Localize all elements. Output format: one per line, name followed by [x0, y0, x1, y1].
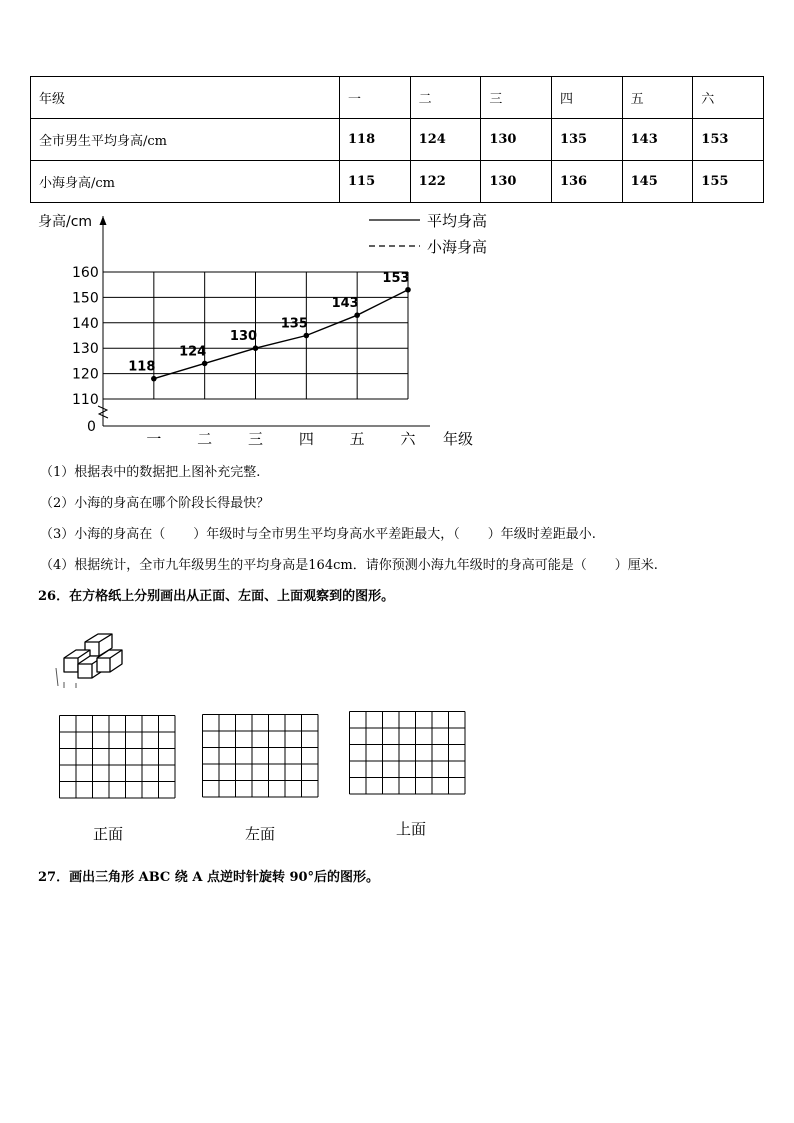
question-4-part-2: ）厘米.	[614, 558, 658, 573]
x-tick-label: 六	[400, 430, 416, 448]
table-cell: 122	[410, 161, 481, 203]
chart-legend	[369, 212, 487, 256]
data-label: 153	[382, 270, 410, 286]
data-point	[405, 287, 411, 293]
data-label: 130	[229, 329, 258, 345]
table-header-row	[31, 77, 764, 119]
table-cell: 153	[693, 119, 764, 161]
data-label: 135	[280, 316, 308, 332]
cube-stack-figure	[52, 628, 132, 690]
table-cell: 145	[622, 161, 693, 203]
table-cell: 143	[622, 119, 693, 161]
data-label: 143	[331, 296, 359, 312]
question-3-part-1: （3）小海的身高在（	[40, 527, 166, 542]
x-axis-label: 年级	[443, 430, 474, 448]
series-line	[154, 290, 408, 379]
front-view-grid[interactable]	[59, 715, 177, 816]
y-tick-label: 150	[72, 290, 99, 307]
y-axis-arrow	[100, 216, 107, 225]
data-label: 118	[128, 359, 156, 375]
question-3-part-3: ）年级时差距最小.	[487, 527, 596, 542]
question-4	[40, 554, 658, 573]
y-tick-label: 0	[87, 419, 96, 435]
table-cell: 136	[551, 161, 622, 203]
data-point	[253, 345, 259, 351]
table-header-cell: 五	[622, 77, 693, 119]
legend-label: 平均身高	[427, 212, 488, 230]
problem-26-text: 26．在方格纸上分别画出从正面、左面、上面观察到的图形。	[38, 589, 395, 604]
table-row-label: 小海身高/cm	[31, 161, 340, 203]
table-cell: 130	[481, 161, 552, 203]
table-header-cell: 六	[693, 77, 764, 119]
y-axis-label: 身高/cm	[38, 214, 93, 230]
table-header-cell: 年级	[31, 77, 340, 119]
question-2: （2）小海的身高在哪个阶段长得最快？	[40, 496, 270, 511]
top-view-caption: 上面	[396, 820, 427, 838]
x-tick-label: 五	[349, 430, 365, 448]
table-cell: 130	[481, 119, 552, 161]
table-header-cell: 二	[410, 77, 481, 119]
table-header-cell: 一	[340, 77, 411, 119]
y-tick-label: 130	[72, 341, 99, 358]
problem-27-text: 27．画出三角形 ABC 绕 A 点逆时针旋转 90°后的图形。	[38, 870, 380, 885]
table-header-cell: 四	[551, 77, 622, 119]
data-point	[202, 361, 208, 367]
data-label: 124	[179, 344, 207, 360]
legend-label: 小海身高	[427, 238, 488, 256]
x-tick-label: 四	[298, 430, 314, 448]
front-view-caption: 正面	[93, 825, 124, 843]
table-cell: 124	[410, 119, 481, 161]
question-3	[40, 523, 596, 542]
y-tick-label: 140	[72, 315, 99, 332]
data-point	[354, 312, 360, 318]
table-row	[31, 161, 764, 203]
x-tick-label: 二	[197, 430, 213, 448]
height-table	[30, 76, 764, 203]
question-3-part-2: ）年级时与全市男生平均身高水平差距最大，（	[193, 527, 460, 542]
y-tick-label: 160	[72, 265, 99, 281]
height-line-chart	[30, 206, 500, 451]
y-tick-label: 110	[72, 392, 99, 408]
question-4-part-1: （4）根据统计，全市九年级男生的平均身高是164cm．请你预测小海九年级时的身高可能是（	[40, 558, 587, 573]
table-row-label: 全市男生平均身高/cm	[31, 119, 340, 161]
axis-break-mark	[98, 406, 108, 418]
table-cell: 135	[551, 119, 622, 161]
y-tick-label: 120	[72, 366, 99, 383]
table-row	[31, 119, 764, 161]
x-tick-label: 三	[247, 430, 264, 448]
left-view-grid[interactable]	[202, 714, 320, 815]
table-cell: 115	[340, 161, 411, 203]
table-cell: 118	[340, 119, 411, 161]
chart-series	[128, 271, 411, 382]
table-header-cell: 三	[481, 77, 552, 119]
chart-axes	[98, 216, 430, 426]
data-point	[151, 376, 157, 382]
left-view-caption: 左面	[245, 825, 276, 843]
data-point	[304, 333, 310, 339]
top-view-grid[interactable]	[349, 711, 467, 812]
table-cell: 155	[693, 161, 764, 203]
x-tick-label: 一	[146, 430, 162, 448]
question-1: （1）根据表中的数据把上图补充完整.	[40, 465, 261, 480]
